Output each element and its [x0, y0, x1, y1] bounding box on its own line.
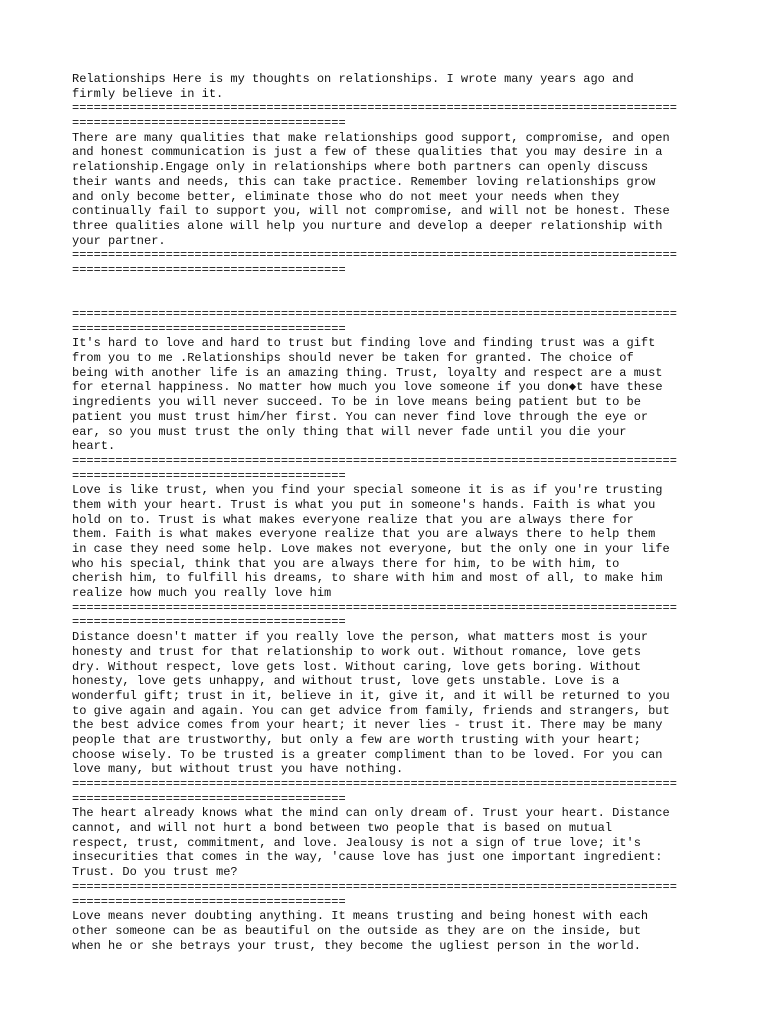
- text-line: to give again and again. You can get advice from family, friends and strangers, but: [72, 703, 670, 718]
- text-line: dry. Without respect, love gets lost. Without caring, love gets boring. Without: [72, 659, 641, 674]
- text-line: when he or she betrays your trust, they become the ugliest person in the world.: [72, 938, 641, 953]
- text-line: Trust. Do you trust me?: [72, 865, 238, 880]
- text-line: other someone can be as beautiful on the outside as they are on the inside, but: [72, 923, 641, 938]
- text-line: in case they need some help. Love makes not everyone, but the only one in your life: [72, 542, 670, 556]
- separator-rule: ====================================================================================: [72, 600, 677, 615]
- text-line: relationship.Engage only in relationships where both partners can openly discuss: [72, 160, 649, 175]
- text-line: hold on to. Trust is what makes everyone realize that you are always there for: [72, 512, 634, 527]
- separator-rule: ======================================: [72, 262, 346, 277]
- text-line: ingredients you will never succeed. To be in love means being patient but to be: [72, 395, 641, 410]
- text-line: cannot, and will not hurt a bond between two people that is based on mutual: [72, 821, 613, 836]
- text-line: them. Faith is what makes everyone realize that you are always there to help them: [72, 527, 656, 542]
- text-line: from you to me .Relationships should never be taken for granted. The choice of: [72, 351, 634, 366]
- text-line: honesty, love gets unhappy, and without trust, love gets unstable. Love is a: [72, 674, 620, 689]
- text-line: patient you must trust him/her first. You can never find love through the eye or: [72, 409, 649, 424]
- text-line: There are many qualities that make relationships good support, compromise, and open: [72, 130, 670, 145]
- text-line: cherish him, to fulfill his dreams, to share with him and most of all, to make him: [72, 571, 663, 586]
- text-line: respect, trust, commitment, and love. Jealousy is not a sign of true love; it's: [72, 835, 641, 850]
- text-line: and honest communication is just a few of these qualities that you may desire in a: [72, 145, 663, 160]
- text-line: It's hard to love and hard to trust but finding love and finding trust was a gift: [72, 336, 656, 351]
- blank-line: [72, 292, 712, 307]
- separator-rule: ======================================: [72, 615, 346, 630]
- separator-rule: ======================================: [72, 468, 346, 483]
- separator-rule: ====================================================================================: [72, 248, 677, 263]
- text-line: Relationships Here is my thoughts on relationships. I wrote many years ago and: [72, 72, 634, 86]
- separator-rule: ======================================: [72, 791, 346, 806]
- text-line: love many, but without trust you have nothing.: [72, 762, 404, 777]
- text-line: The heart already knows what the mind can only dream of. Trust your heart. Distance: [72, 806, 670, 821]
- text-line: continually fail to support you, will not compromise, and will not be honest. These: [72, 204, 670, 219]
- text-line: realize how much you really love him: [72, 586, 332, 601]
- separator-rule: ====================================================================================: [72, 879, 677, 894]
- text-line: ear, so you must trust the only thing that will never fade until you die your: [72, 424, 627, 439]
- separator-rule: ======================================: [72, 894, 346, 909]
- text-line: the best advice comes from your heart; it never lies - trust it. There may be many: [72, 718, 663, 733]
- separator-rule: ====================================================================================: [72, 101, 677, 116]
- separator-rule: ====================================================================================: [72, 307, 677, 321]
- text-line: who his special, think that you are always there for him, to be with him, to: [72, 556, 620, 571]
- text-line: people that are trustworthy, but only a few are worth trusting with your heart;: [72, 732, 641, 747]
- text-line: honesty and trust for that relationship to work out. Without romance, love gets: [72, 644, 641, 659]
- separator-rule: ======================================: [72, 321, 346, 336]
- separator-rule: ====================================================================================: [72, 777, 677, 791]
- text-line: Love means never doubting anything. It means trusting and being honest with each: [72, 909, 649, 924]
- separator-rule: ======================================: [72, 116, 346, 131]
- text-line: being with another life is an amazing thing. Trust, loyalty and respect are a must: [72, 365, 663, 380]
- text-line: three qualities alone will help you nurture and develop a deeper relationship with: [72, 218, 663, 233]
- text-line: firmly believe in it.: [72, 86, 224, 101]
- text-line: your partner.: [72, 233, 166, 248]
- text-line: their wants and needs, this can take practice. Remember loving relationships grow: [72, 174, 656, 189]
- text-line: choose wisely. To be trusted is a greater compliment than to be loved. For you can: [72, 747, 663, 762]
- text-line: Love is like trust, when you find your special someone it is as if you're trusting: [72, 483, 663, 498]
- text-line: and only become better, eliminate those who do not meet your needs when they: [72, 189, 620, 204]
- text-line: Distance doesn't matter if you really love the person, what matters most is your: [72, 630, 649, 645]
- text-line: wonderful gift; trust in it, believe in it, give it, and it will be returned to you: [72, 688, 670, 703]
- text-line: them with your heart. Trust is what you put in someone's hands. Faith is what you: [72, 497, 656, 512]
- document-page: [72, 72, 712, 953]
- text-line: for eternal happiness. No matter how much you love someone if you don◆t have these: [72, 380, 663, 395]
- text-line: insecurities that comes in the way, 'cause love has just one important ingredient:: [72, 850, 663, 865]
- text-line: heart.: [72, 439, 116, 454]
- blank-line: [72, 278, 712, 293]
- separator-rule: ====================================================================================: [72, 453, 677, 468]
